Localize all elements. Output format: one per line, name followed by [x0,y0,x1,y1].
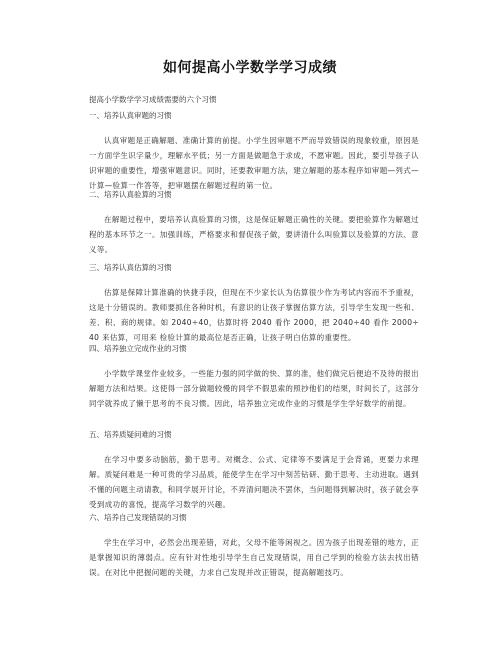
section-5-heading: 五、培养质疑问难的习惯 [89,430,172,439]
section-2-body: 在解题过程中，要培养认真验算的习惯，这是保证解题正确性的关键。要把验算作为解题过程的基本环节之一。加强训练，严格要求和督促孩子做，要讲清什么叫验算以及验算的方法、意义等。 [89,215,419,254]
document-title: 如何提高小学数学学习成绩 [163,60,337,76]
section-1-body: 认真审题是正确解题、准确计算的前提。小学生因审题不严而导致错误的现象较重，原因是一方面学生识字量少，理解水平低；另一方面是做题急于求成，不愿审题。因此，要引导孩子认识审题的重要性，增强审题意识。同时，还要教审题方法，建立解题的基本程序如审题—列式—计算—验算一作答等，把审题摆在解题过程的第一位。 [89,136,419,190]
section-6-heading: 六、培养自己发现错误的习惯 [89,513,187,522]
section-2-heading: 二、培养认真验算的习惯 [89,190,172,199]
section-4 [89,344,419,411]
intro-line: 提高小学数学学习成绩需要的六个习惯 [89,95,217,104]
section-4-body: 小学数学课堂作业较多，一些能力强的同学做的快、算的准，他们做完后便迫不及待的报出解题方法和结果。这使得一部分做题较慢的同学不假思索的照抄他们的结果，时间长了，这部分同学就养成了懒于思考的不良习惯。因此，培养独立完成作业的习惯是学生学好数学的前提。 [89,369,419,408]
section-3 [89,263,419,345]
section-3-body: 估算是保障计算准确的快捷手段，但现在不少家长认为估算很少作为考试内容而不予重视，这是十分错误的。教师要抓住各种时机，有意识的让孩子掌握估算方法，引导学生发现一些和、差、积、商的规律。如 2040÷40，估算时将 2040 看作 2000，把 2040÷40 看作 2000÷40 来估算，可用来 检验计算的最高位是否正确，让孩子明白估算的重要性。 [89,288,419,342]
section-1-heading: 一、培养认真审题的习惯 [89,111,172,120]
section-4-heading: 四、培养独立完成作业的习惯 [89,344,187,353]
section-1 [89,111,419,193]
section-5-body: 在学习中要多动脑筋，勤于思考。对概念、公式、定律等不要满足于会背诵，更要力求理解。质疑问难是一种可贵的学习品质，能使学生在学习中刻苦钻研、勤于思考、主动进取。遇到不懂的问题主动请教，和同学展开讨论，不弄清问题决不罢休，当问题得到解决时，孩子就会享受到成功的喜悦，提高学习数学的兴趣。 [89,455,419,509]
section-5 [89,430,419,512]
section-6-body: 学生在学习中，必然会出现差错，对此，父母不能等闲视之。因为孩子出现差错的地方，正是掌握知识的薄弱点。应有针对性地引导学生自己发现错误，用自己学到的检验方法去找出错误。在对比中把握问题的关键，力求自己发现并改正错误，提高解题技巧。 [89,538,419,577]
section-6 [89,513,419,580]
section-2 [89,190,419,257]
section-3-heading: 三、培养认真估算的习惯 [89,263,172,272]
